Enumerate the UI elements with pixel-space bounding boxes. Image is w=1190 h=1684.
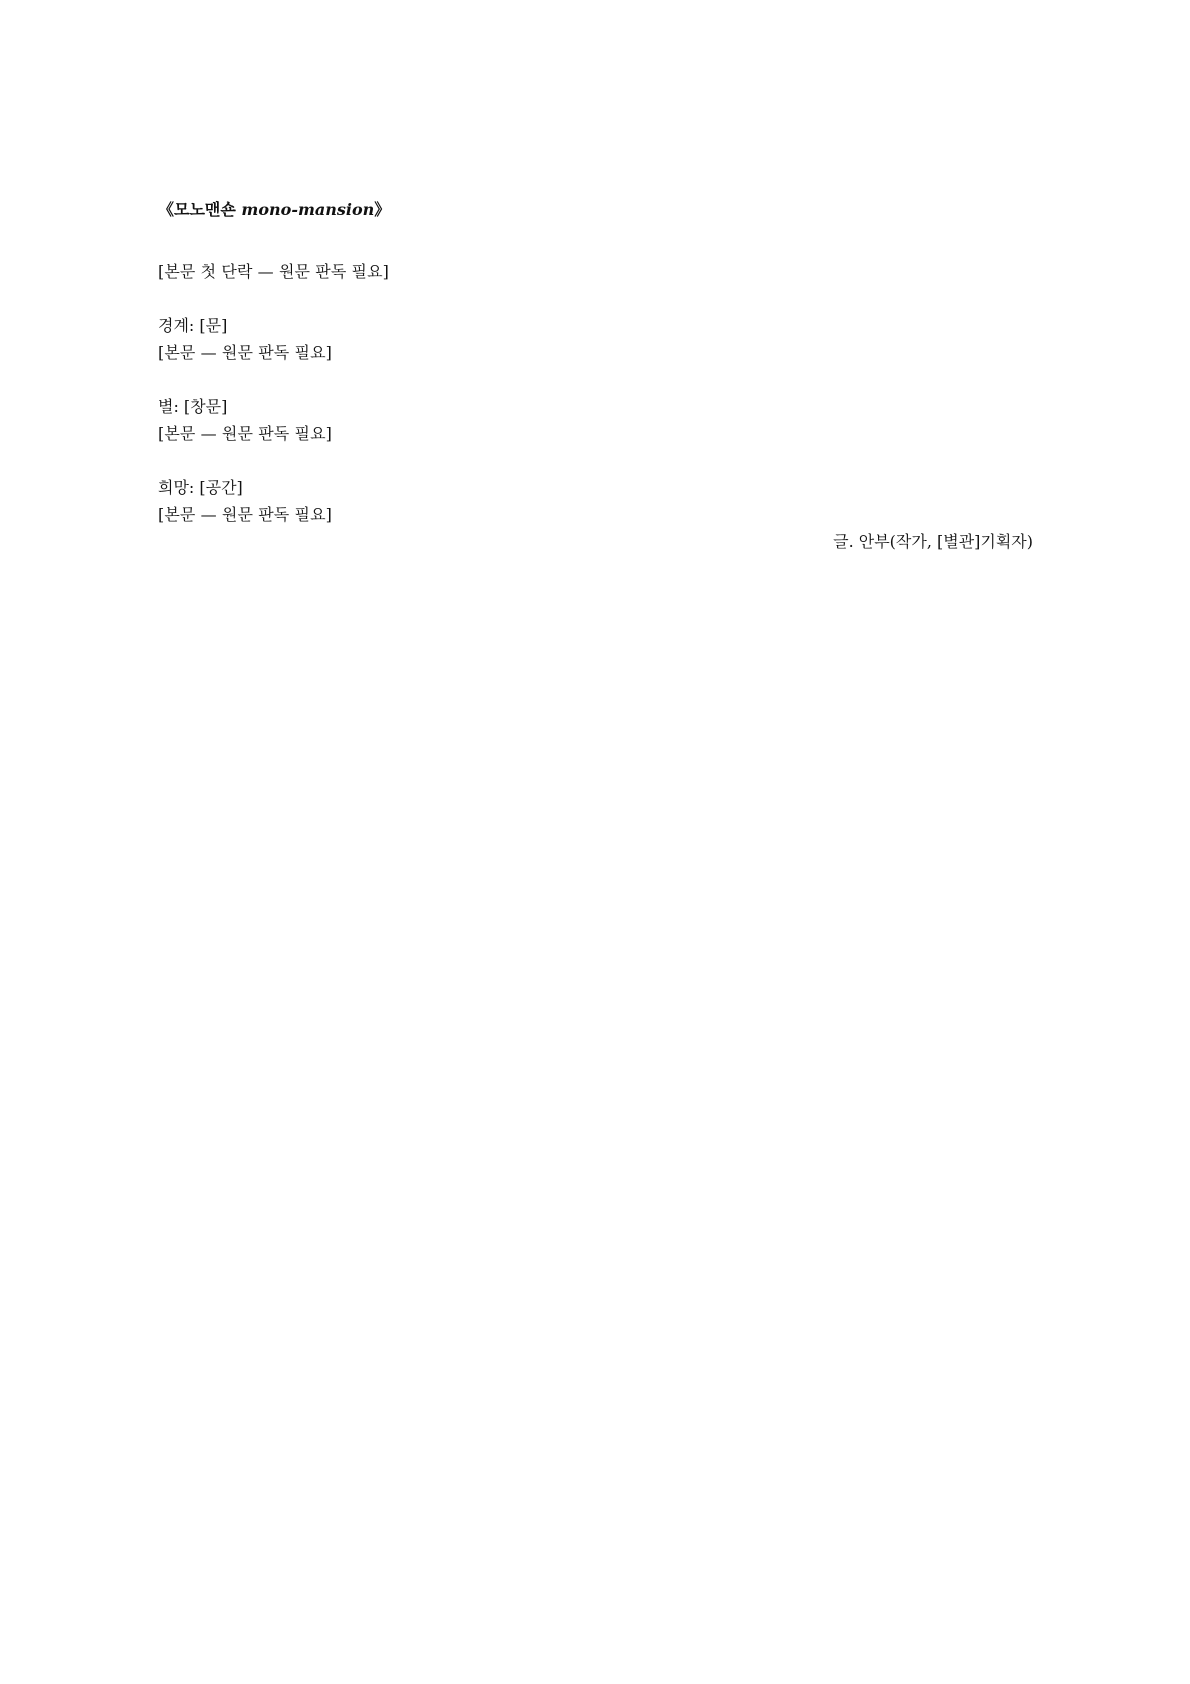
- document-page: [158, 198, 1033, 555]
- section-body-boundary: [본문 — 원문 판독 필요]: [158, 343, 332, 362]
- intro-paragraph: [본문 첫 단락 — 원문 판독 필요]: [158, 262, 390, 281]
- title-suffix: 》: [374, 200, 391, 219]
- title-latin: mono-mansion: [241, 200, 375, 219]
- section-boundary: [158, 312, 1033, 366]
- document-title: [158, 198, 1033, 222]
- section-body-star: [본문 — 원문 판독 필요]: [158, 424, 332, 443]
- section-body-hope: [본문 — 원문 판독 필요]: [158, 505, 332, 524]
- section-heading-star: 별: [창문]: [158, 397, 228, 416]
- author-signature: 글. 안부(작가, [별관]기획자): [833, 532, 1033, 551]
- section-heading-hope: 희망: [공간]: [158, 478, 243, 497]
- section-hope: [158, 474, 1033, 528]
- section-star: [158, 393, 1033, 447]
- title-prefix: 《모노맨숀: [158, 200, 242, 219]
- section-heading-boundary: 경계: [문]: [158, 316, 228, 335]
